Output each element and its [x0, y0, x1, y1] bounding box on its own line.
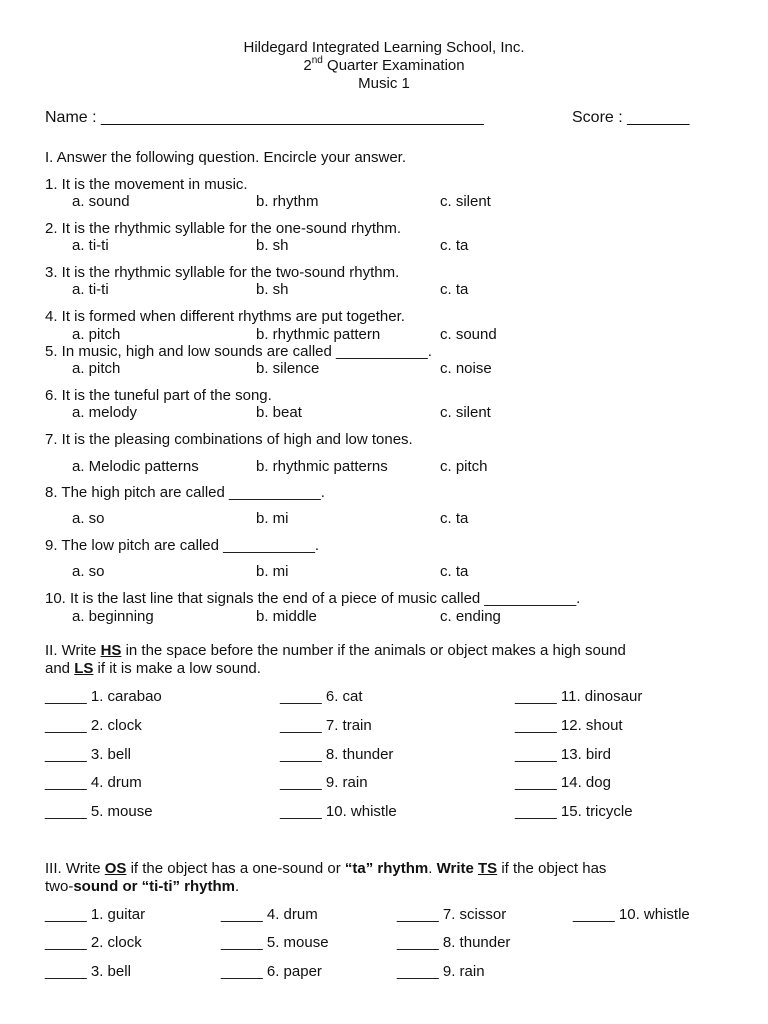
list-item: _____ 6. paper	[221, 963, 322, 980]
choice-a: a. beginning	[72, 608, 154, 625]
question: 3. It is the rhythmic syllable for the two-sound rhythm.	[45, 264, 400, 281]
question: 8. The high pitch are called ___________.	[45, 484, 325, 501]
choice-b: b. mi	[256, 510, 289, 527]
exam-title: 2nd Quarter Examination	[303, 55, 465, 74]
choice-b: b. rhythmic pattern	[256, 326, 381, 343]
choice-c: c. ta	[440, 281, 469, 298]
list-item: _____ 13. bird	[515, 746, 611, 763]
choice-b: b. beat	[256, 404, 302, 421]
os-keyword: OS	[104, 860, 127, 877]
score-field	[572, 109, 689, 127]
part3-instruction-line1: III. Write OS if the object has a one-sound or “ta” rhythm. Write TS if the object has	[45, 860, 607, 877]
choice-b: b. rhythmic patterns	[256, 458, 388, 475]
list-item: _____ 10. whistle	[280, 803, 397, 820]
choice-c: c. ta	[440, 237, 469, 254]
choice-b: b. middle	[256, 608, 317, 625]
choice-b: b. sh	[256, 281, 289, 298]
choice-c: c. sound	[440, 326, 497, 343]
list-item: _____ 6. cat	[280, 688, 363, 705]
score-label: Score :	[572, 109, 628, 126]
choice-c: c. silent	[440, 193, 491, 210]
choice-a: a. pitch	[72, 326, 121, 343]
choice-a: a. ti-ti	[72, 281, 109, 298]
score-blank: _______	[627, 109, 690, 126]
question: 6. It is the tuneful part of the song.	[45, 387, 272, 404]
ts-keyword: TS	[478, 860, 498, 877]
choice-a: a. Melodic patterns	[72, 458, 199, 475]
list-item: _____ 7. scissor	[397, 906, 507, 923]
list-item: _____ 2. clock	[45, 934, 142, 951]
list-item: _____ 14. dog	[515, 774, 611, 791]
choice-b: b. sh	[256, 237, 289, 254]
part2-instruction-line1: II. Write HS in the space before the number if the animals or object makes a high sound	[45, 642, 626, 659]
question: 9. The low pitch are called ___________.	[45, 537, 320, 554]
list-item: _____ 4. drum	[45, 774, 142, 791]
hs-keyword: HS	[100, 642, 122, 659]
choice-c: c. ta	[440, 563, 469, 580]
part2-instruction-line2: and LS if it is make a low sound.	[45, 660, 261, 677]
choice-b: b. mi	[256, 563, 289, 580]
name-label: Name :	[45, 109, 102, 126]
subject-title: Music 1	[358, 75, 410, 92]
choice-c: c. ending	[440, 608, 501, 625]
name-field	[45, 109, 484, 127]
choice-c: c. silent	[440, 404, 491, 421]
question: 4. It is formed when different rhythms are put together.	[45, 308, 405, 325]
choice-b: b. rhythm	[256, 193, 319, 210]
question: 2. It is the rhythmic syllable for the one-sound rhythm.	[45, 220, 401, 237]
ls-keyword: LS	[74, 660, 94, 677]
list-item: _____ 11. dinosaur	[515, 688, 643, 705]
part3-instruction-line2: two-sound or “ti-ti” rhythm.	[45, 878, 240, 895]
choice-a: a. pitch	[72, 360, 121, 377]
choice-b: b. silence	[256, 360, 320, 377]
list-item: _____ 7. train	[280, 717, 372, 734]
list-item: _____ 4. drum	[221, 906, 318, 923]
list-item: _____ 12. shout	[515, 717, 623, 734]
list-item: _____ 5. mouse	[45, 803, 153, 820]
question: 5. In music, high and low sounds are called ___________.	[45, 343, 432, 360]
list-item: _____ 1. carabao	[45, 688, 162, 705]
choice-c: c. ta	[440, 510, 469, 527]
list-item: _____ 3. bell	[45, 746, 131, 763]
list-item: _____ 1. guitar	[45, 906, 146, 923]
list-item: _____ 9. rain	[397, 963, 485, 980]
list-item: _____ 8. thunder	[397, 934, 511, 951]
choice-a: a. ti-ti	[72, 237, 109, 254]
list-item: _____ 10. whistle	[573, 906, 690, 923]
choice-a: a. melody	[72, 404, 138, 421]
list-item: _____ 2. clock	[45, 717, 142, 734]
choice-a: a. so	[72, 510, 105, 527]
part1-instruction: I. Answer the following question. Encircle your answer.	[45, 149, 407, 166]
list-item: _____ 5. mouse	[221, 934, 329, 951]
question: 7. It is the pleasing combinations of high and low tones.	[45, 431, 413, 448]
school-name: Hildegard Integrated Learning School, Inc.	[243, 39, 525, 56]
list-item: _____ 9. rain	[280, 774, 368, 791]
choice-a: a. sound	[72, 193, 130, 210]
choice-a: a. so	[72, 563, 105, 580]
choice-c: c. noise	[440, 360, 492, 377]
name-blank: ___________________________________________	[101, 109, 484, 126]
list-item: _____ 3. bell	[45, 963, 131, 980]
list-item: _____ 15. tricycle	[515, 803, 633, 820]
list-item: _____ 8. thunder	[280, 746, 394, 763]
question: 1. It is the movement in music.	[45, 176, 248, 193]
choice-c: c. pitch	[440, 458, 488, 475]
question: 10. It is the last line that signals the end of a piece of music called ___________.	[45, 590, 581, 607]
